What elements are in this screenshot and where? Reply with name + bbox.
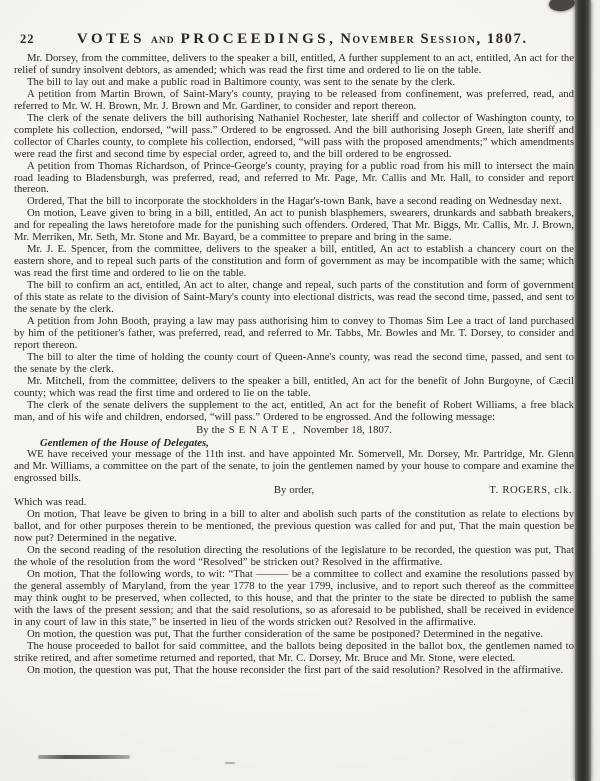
clerk-signature: T. ROGERS, clk. <box>489 484 572 497</box>
scan-edge-artifact <box>575 0 591 781</box>
paragraph: The clerk of the senate delivers the supplement to the act, entitled, An act for the benefit of Robert Williams, a free black man, and of his wife and children, endorsed, “will pass.” Ordered to be engrossed. And the following message: <box>14 398 574 423</box>
paragraph: The bill to confirm an act, entitled, An act to alter, change and repeal, such parts of the constitution and form of government of this state as relate to the division of Saint-Mary's county into electional districts, was read the second time, passed, and sent to the senate by the clerk. <box>14 279 574 316</box>
senate-heading-date: November 18, 1807. <box>303 423 392 436</box>
paragraph: Mr. J. E. Spencer, from the committee, delivers to the speaker a bill, entitled, An act to establish a chancery court on the eastern shore, and to repeal such parts of the constitution and form of government as may be incompatible with the same; which was read the first time and ordered to lie on the table. <box>14 243 574 280</box>
paragraph: The clerk of the senate delivers the bill authorising Nathaniel Rochester, late sheriff and collector of Washington county, to complete his collection, endorsed, “will pass.” Ordered to be engrossed. And the bill authorising Joseph Green, late sheriff and collector of Charles county, to complete his collection, endorsed, “will pass with the proposed amendments;” which amendments were read the first and second time by especial order, agreed to, and the bill ordered to be engrossed. <box>14 111 574 160</box>
scan-speck <box>225 762 235 764</box>
page-number: 22 <box>20 32 35 46</box>
paragraph: On motion, the question was put, That the further consideration of the same be postponed? Determined in the negative. <box>27 627 544 640</box>
page-title <box>35 30 571 48</box>
paragraph: On motion, Leave given to bring in a bill, entitled, An act to punish blasphemers, swearers, drunkards and sabbath breakers, and for repealing the laws heretofore made for the punishing such offenders. Ordered, That Mr. Biggs, Mr. Callis, Mr. J. Brown, Mr. Merriken, Mr. Seth, Mr. Stone and Mr. Bayard, be a committee to prepare and bring in the same. <box>14 207 574 244</box>
page-header <box>14 30 570 52</box>
by-order-text: By order, <box>273 484 315 497</box>
title-conjunction: AND <box>150 36 175 46</box>
title-session: November Session, 1807. <box>340 31 528 47</box>
document-body <box>14 53 574 677</box>
senate-heading-pre: By the <box>196 423 225 436</box>
paragraph: On motion, That the following words, to wit: “That ——— be a committee to collect and examine the resolutions passed by the general assembly of Maryland, from the year 1778 to the year 1799, inclusive, and to report such thereof as the committee may think ought to be preserved, when collected, to this house, and that the printer to the state be directed to publish the same with the laws of the present session; and that the said resolutions, so as aforesaid to be published, shall be received in evidence in any court of law in this state,” be inserted in lieu of the words stricken out? Resolved in the affirmative. <box>14 567 574 628</box>
paragraph <box>14 424 574 438</box>
paragraph <box>14 485 574 497</box>
paragraph: Ordered, That the bill to incorporate the stockholders in the Hagar's-town Bank, have a second reading on Wednesday next. <box>27 195 562 208</box>
paragraph: WE have received your message of the 11th inst. and have appointed Mr. Somervell, Mr. Dorsey, Mr. Partridge, Mr. Glenn and Mr. Williams, a committee on the part of the senate, to join the gentlemen named by your house to compare and examine the engrossed bills. <box>14 448 575 485</box>
paragraph: The house proceeded to ballot for said committee, and the ballots being deposited in the ballot box, the gentlemen named to strike retired, and after sometime returned and reported, that Mr. C. Dorsey, Mr. Bruce and Mr. Stone, were elected. <box>14 639 574 664</box>
title-word-votes: VOTES <box>76 31 145 47</box>
paragraph: A petition from Thomas Richardson, of Prince-George's county, praying for a public road from his mill to intersect the main road leading to Bladensburgh, was preferred, read, and referred to Mr. Page, Mr. Callis and Mr. Hall, to consider and report thereon. <box>14 159 574 196</box>
paragraph: A petition from John Booth, praying a law may pass authorising him to convey to Thomas Sim Lee a tract of land purchased by him of the petitioner's father, was preferred, read, and referred to Mr. Tabbs, Mr. Bowles and Mr. T. Dorsey, to consider and report thereon. <box>14 314 574 351</box>
paragraph: On the second reading of the resolution directing the resolutions of the legislature to be recorded, the question was put, That the whole of the resolution from the word “Resolved” be stricken out? Resolved in the affirmative. <box>14 544 574 569</box>
paragraph: A petition from Martin Brown, of Saint-Mary's county, praying to be released from confinement, was preferred, read, and referred to Mr. W. H. Brown, Mr. J. Brown and Mr. Gardiner, to consider and report thereon. <box>14 87 574 112</box>
paragraph: Which was read. <box>14 496 87 509</box>
paragraph: The bill to alter the time of holding the county court of Queen-Anne's county, was read the second time, passed, and sent to the senate by the clerk. <box>14 350 574 375</box>
title-word-proceedings: PROCEEDINGS, <box>180 31 337 47</box>
paragraph: On motion, That leave be given to bring in a bill to alter and abolish such parts of the constitution as relate to elections by ballot, and for other purposes therein to be mentioned, the previous question was called for and put, That the main question be now put? Determined in the negative. <box>14 508 574 545</box>
paragraph: On motion, the question was put, That the house reconsider the first part of the said resolution? Resolved in the affirmative. <box>27 663 564 676</box>
scan-smudge <box>38 755 130 759</box>
scan-edge-knob <box>548 0 576 13</box>
senate-heading-word: SENATE, <box>228 423 300 436</box>
paragraph: Mr. Dorsey, from the committee, delivers to the speaker a bill, entitled, A further supplement to an act, entitled, An act for the relief of sundry insolvent debtors, as amended; which was read the first time and ordered to lie on the table. <box>14 52 574 76</box>
paragraph: Mr. Mitchell, from the committee, delivers to the speaker a bill, entitled, An act for the benefit of John Burgoyne, of Cæcil county; which was read the first time and ordered to lie on the table. <box>14 374 574 399</box>
paragraph: Gentlemen of the House of Delegates, <box>40 436 209 449</box>
paragraph: The bill to lay out and make a public road in Baltimore county, was sent to the senate by the clerk. <box>27 75 456 88</box>
